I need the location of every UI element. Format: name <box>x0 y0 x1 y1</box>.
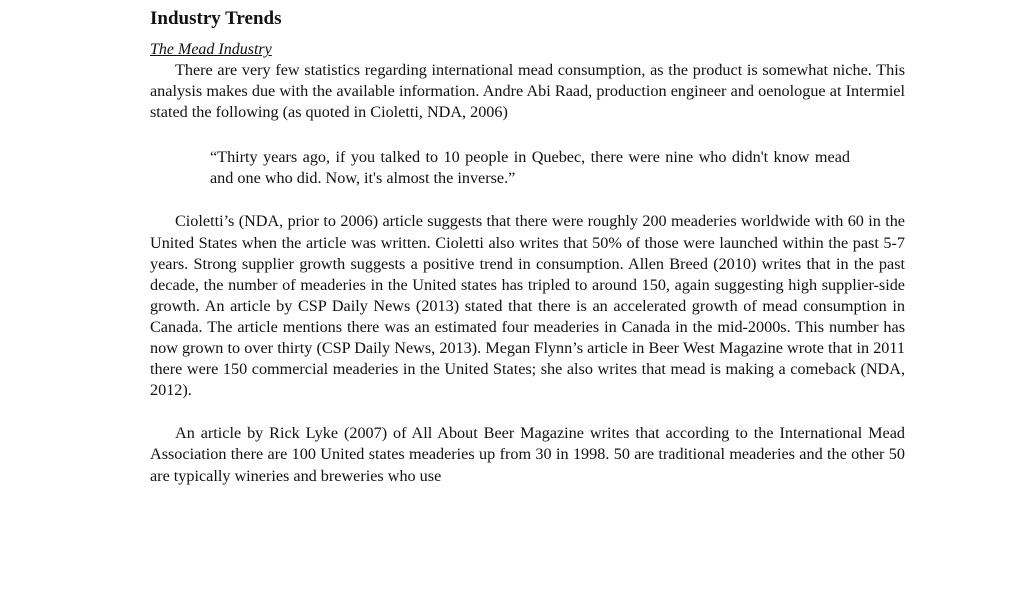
paragraph-meaderies-growth: Cioletti’s (NDA, prior to 2006) article suggests that there were roughly 200 meaderies worldwide with 60 in the United States when the article was written. Cioletti also writes that 50% of those were launched within the past 5-7 years. Strong supplier growth suggests a positive trend in consumption. Allen Breed (2010) writes that in the past decade, the number of meaderies in the United states has tripled to around 150, again suggesting high supplier-side growth. An article by CSP Daily News (2013) stated that there is an accelerated growth of mead consumption in Canada. The article mentions there was an estimated four meaderies in Canada in the mid-2000s. This number has now grown to over thirty (CSP Daily News, 2013). Megan Flynn’s article in Beer West Magazine wrote that in 2011 there were 150 commercial meaderies in the United States; she also writes that mead is making a comeback (NDA, 2012). <box>150 212 905 400</box>
section-subtitle: The Mead Industry <box>150 41 272 58</box>
paragraph-rick-lyke: An article by Rick Lyke (2007) of All About Beer Magazine writes that according to the International Mead Association there are 100 United states meaderies up from 30 in 1998. 50 are traditional meaderies and the other 50 are typically wineries and breweries who use <box>150 424 905 485</box>
paragraph-intro: There are very few statistics regarding international mead consumption, as the product is somewhat niche. This analysis makes due with the available information. Andre Abi Raad, production engineer and oenologue at Intermiel stated the following (as quoted in Cioletti, NDA, 2006) <box>150 61 905 122</box>
page-content <box>150 6 905 487</box>
section-title: Industry Trends <box>150 8 282 29</box>
block-quote: “Thirty years ago, if you talked to 10 people in Quebec, there were nine who didn't know mead and one who did. Now, it's almost the inverse.” <box>210 148 850 188</box>
